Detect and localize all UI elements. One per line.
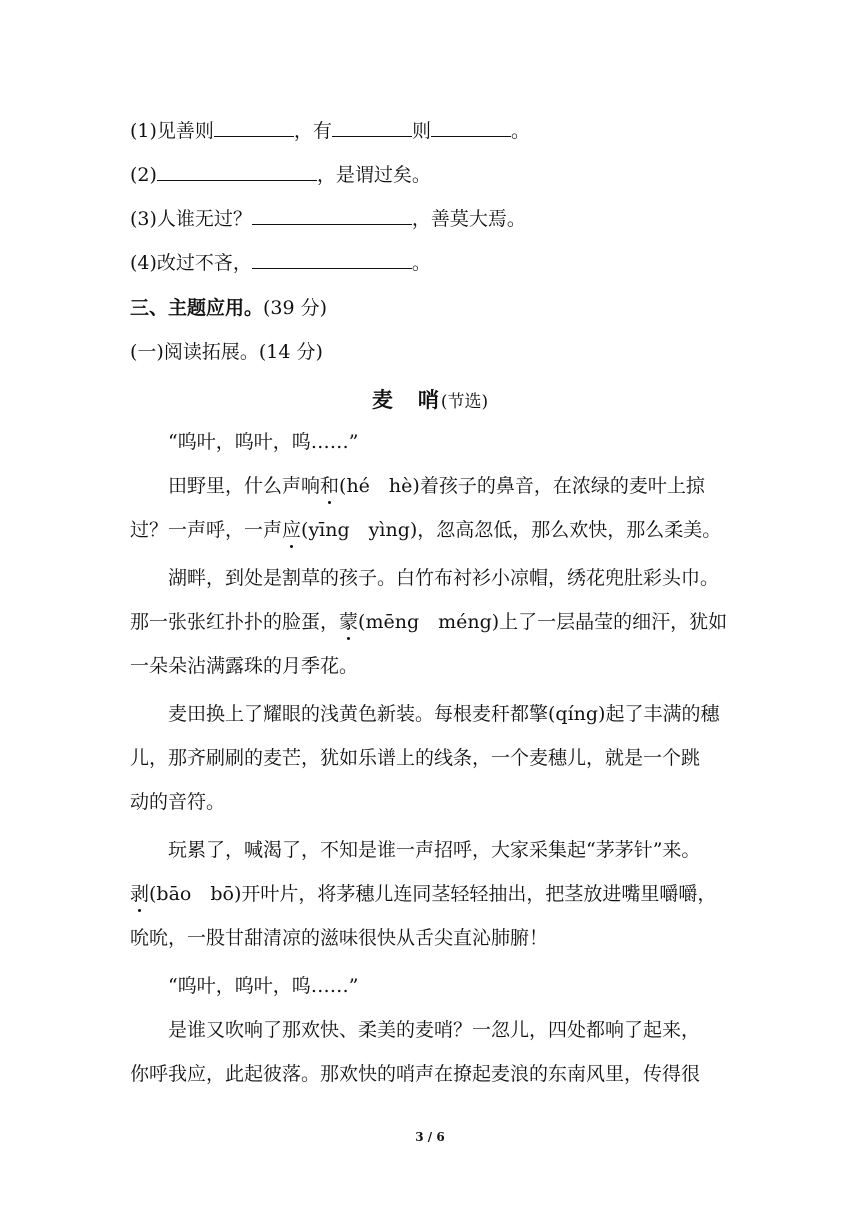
paragraph-line: 儿，那齐刷刷的麦芒，犹如乐谱上的线条，一个麦穗儿，就是一个跳 [130, 747, 701, 769]
section-heading-text: 三、主题应用。 [130, 297, 264, 319]
emphasized-char: 应 [282, 519, 302, 541]
paragraph-line: 一朵朵沾满露珠的月季花。 [130, 655, 359, 677]
fill-item-2-text-a: (2) [130, 164, 157, 186]
fill-item-1-text-d: 。 [510, 120, 530, 142]
answer-blank[interactable] [252, 206, 412, 225]
fill-item-1 [130, 118, 740, 143]
paragraph-line [130, 518, 721, 542]
paragraph-line: 你呼我应，此起彼落。那欢快的哨声在撩起麦浪的东南风里，传得很 [130, 1063, 701, 1085]
text-run: 田野里，什么声响 [168, 475, 321, 497]
text-run: (yīng yìng)，忽高忽低，那么欢快，那么柔美。 [301, 519, 722, 541]
fill-item-3-text-a: (3)人谁无过？ [130, 208, 252, 230]
paragraph-line: 吮吮，一股甘甜清凉的滋味很快从舌尖直沁肺腑！ [130, 927, 549, 949]
answer-blank[interactable] [431, 118, 511, 137]
paragraph-line: “呜叶，呜叶，呜……” [168, 975, 359, 997]
paragraph-line: 玩累了，喊渴了，不知是谁一声招呼，大家采集起“茅茅针”来。 [168, 839, 701, 861]
fill-item-4-text-b: 。 [411, 252, 431, 274]
text-run: (hé hè)着孩子的鼻音，在浓绿的麦叶上掠 [339, 475, 705, 497]
fill-item-1-text-b: ，有 [293, 120, 332, 142]
fill-item-3-text-b: ，善莫大焉。 [411, 208, 526, 230]
section-heading-score: (39 分) [263, 297, 328, 319]
paragraph-line: 是谁又吹响了那欢快、柔美的麦哨？一忽儿，四处都响了起来， [168, 1019, 701, 1041]
answer-blank[interactable] [252, 250, 412, 269]
fill-item-3 [130, 206, 740, 231]
answer-blank[interactable] [332, 118, 412, 137]
text-run: (bāo bō)开叶片，将茅穗儿连同茎轻轻抽出，把茎放进嘴里嚼嚼， [149, 883, 717, 905]
answer-blank[interactable] [214, 118, 294, 137]
subsection-heading: (一)阅读拓展。(14 分) [130, 341, 323, 363]
text-run: (mēng méng)上了一层晶莹的细汗，犹如 [358, 611, 728, 633]
paragraph-line [130, 474, 705, 498]
article-title [0, 384, 860, 414]
fill-item-2 [130, 162, 740, 187]
paragraph-line: “呜叶，呜叶，呜……” [168, 431, 359, 453]
fill-item-4 [130, 250, 740, 275]
page-number: 3 / 6 [415, 1130, 445, 1144]
fill-item-1-text-c: 则 [411, 120, 431, 142]
emphasized-char: 剥 [130, 883, 150, 905]
paragraph-line [130, 882, 716, 906]
section-heading [130, 296, 740, 320]
answer-blank[interactable] [157, 162, 317, 181]
paragraph-line: 麦田换上了耀眼的浅黄色新装。每根麦秆都擎(qíng)起了丰满的穗 [168, 703, 720, 725]
emphasized-char: 蒙 [339, 611, 359, 633]
paragraph-line: 湖畔，到处是割草的孩子。白竹布衬衫小凉帽，绣花兜肚彩头巾。 [168, 567, 720, 589]
article-title-note: (节选) [440, 392, 489, 412]
paragraph-line [130, 610, 727, 634]
article-title-text: 麦 哨 [371, 387, 441, 412]
text-run: 那一张张红扑扑的脸蛋， [130, 611, 340, 633]
emphasized-char: 和 [320, 475, 340, 497]
fill-item-1-text-a: (1)见善则 [130, 120, 214, 142]
fill-item-4-text-a: (4)改过不吝， [130, 252, 252, 274]
fill-item-2-text-b: ，是谓过矣。 [316, 164, 431, 186]
paragraph-line: 动的音符。 [130, 791, 226, 813]
text-run: 过？一声呼，一声 [130, 519, 283, 541]
